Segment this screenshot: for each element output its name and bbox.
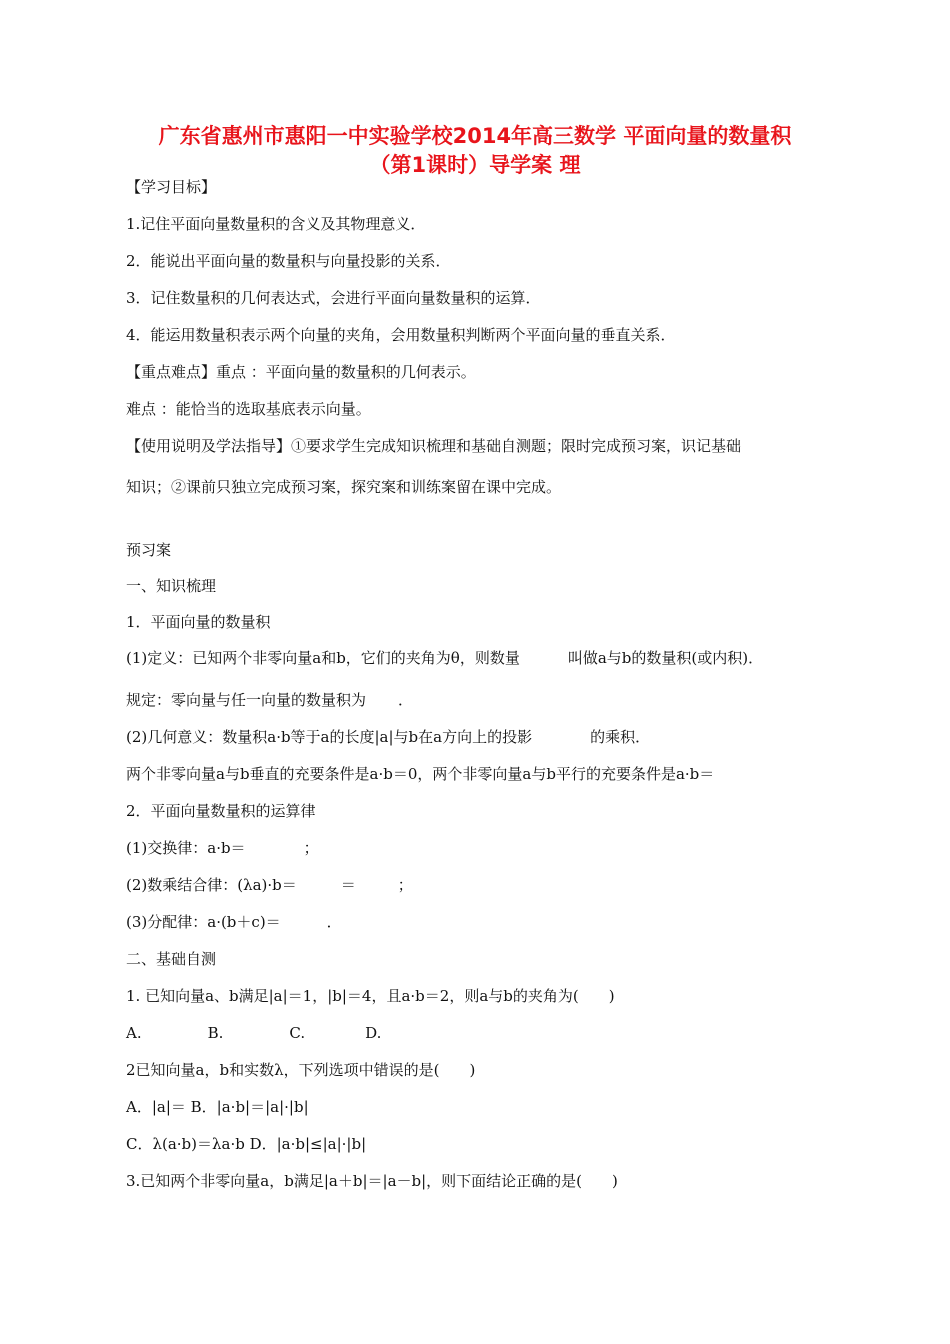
operation-laws-heading: 2．平面向量数量积的运算律 (126, 802, 316, 820)
document-title-line-2: （第1课时）导学案 理 (369, 153, 581, 177)
commutative-law-line (126, 838, 319, 858)
document-title-line-1: 广东省惠州市惠阳一中实验学校2014年高三数学 平面向量的数量积 (158, 124, 792, 148)
scalar-associative-law-line (126, 875, 413, 895)
preview-heading: 预习案 (126, 541, 172, 559)
question-1-options (126, 1023, 381, 1043)
key-points-line: 【重点难点】重点 ：平面向量的数量积的几何表示。 (126, 363, 476, 381)
definition-line (126, 648, 763, 668)
option-b: B. (207, 1024, 224, 1042)
commutative-law-text: (1)交换律：a·b＝ (126, 839, 246, 857)
option-a: A. (126, 1024, 142, 1042)
geometric-meaning-end: 的乘积． (590, 728, 651, 746)
knowledge-section-heading: 一、知识梳理 (126, 577, 217, 595)
objectives-heading: 【学习目标】 (126, 178, 217, 196)
objective-item-2: 2．能说出平面向量的数量积与向量投影的关系． (126, 252, 451, 270)
question-1: 1. 已知向量a、b满足|a|＝1，|b|＝4，且a·b＝2，则a与b的夹角为( ) (126, 987, 615, 1005)
question-2-options-cd: C．λ(a·b)＝λa·b D．|a·b|≤|a|·|b| (126, 1135, 367, 1153)
commutative-law-end: ； (303, 839, 319, 857)
objective-item-4: 4．能运用数量积表示两个向量的夹角，会用数量积判断两个平面向量的垂直关系． (126, 326, 676, 344)
question-2-options-ab: A．|a|＝ B．|a·b|＝|a|·|b| (126, 1098, 309, 1116)
scalar-law-end: ； (397, 876, 413, 894)
distributive-law-text: (3)分配律：a·(b＋c)＝ (126, 913, 281, 931)
option-c: C. (289, 1024, 306, 1042)
objective-item-3: 3．记住数量积的几何表达式，会进行平面向量数量积的运算． (126, 289, 541, 307)
question-3: 3.已知两个非零向量a，b满足|a＋b|＝|a－b|，则下面结论正确的是( ) (126, 1172, 618, 1190)
instructions-line-2: 知识；②课前只独立完成预习案，探究案和训练案留在课中完成。 (126, 478, 562, 496)
distributive-law-end: ． (326, 913, 342, 931)
definition-text: (1)定义：已知两个非零向量a和b，它们的夹角为θ，则数量 (126, 649, 520, 667)
distributive-law-line (126, 912, 342, 932)
question-2: 2已知向量a，b和实数λ，下列选项中错误的是( ) (126, 1061, 476, 1079)
rule-text: 规定：零向量与任一向量的数量积为 (126, 691, 367, 709)
scalar-law-text: (2)数乘结合律：(λa)·b＝ (126, 876, 297, 894)
geometric-meaning-line (126, 727, 650, 747)
scalar-law-equals: ＝ (340, 876, 356, 894)
option-d: D. (365, 1024, 382, 1042)
difficulty-line: 难点 ：能恰当的选取基底表示向量。 (126, 400, 371, 418)
rule-line (126, 690, 413, 710)
self-test-heading: 二、基础自测 (126, 950, 217, 968)
geometric-meaning-text: (2)几何意义：数量积a·b等于a的长度|a|与b在a方向上的投影 (126, 728, 533, 746)
instructions-line-1: 【使用说明及学法指导】①要求学生完成知识梳理和基础自测题；限时完成预习案，识记基础 (126, 437, 742, 455)
dot-product-heading: 1．平面向量的数量积 (126, 613, 271, 631)
objective-item-1: 1.记住平面向量数量积的含义及其物理意义． (126, 215, 426, 233)
rule-text-end: ． (398, 691, 414, 709)
definition-text-end: 叫做a与b的数量积(或内积)． (567, 649, 764, 667)
condition-line: 两个非零向量a与b垂直的充要条件是a·b＝0，两个非零向量a与b平行的充要条件是a·b＝ (126, 765, 715, 783)
